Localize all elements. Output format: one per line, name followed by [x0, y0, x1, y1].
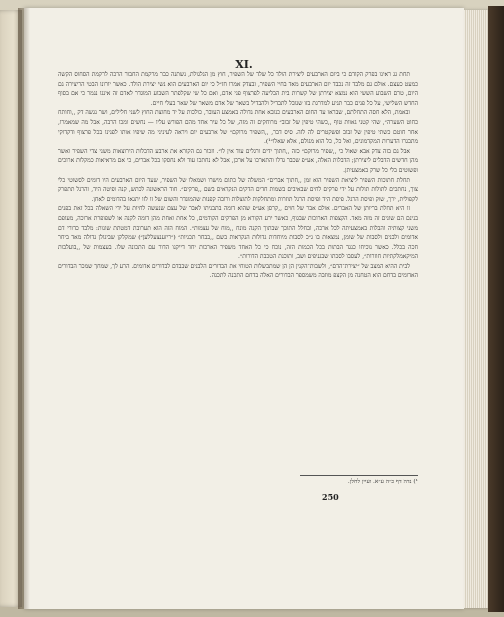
paragraph: זו היא תחלת בריותן של האברים. אולם אבר של חוים ,,קרסן אע״פ שהוא דומה בתבניתו לאבר של עצם שנעשה לחיות על ידי השאלה בכל זאת בפנים בנינם הם שונים זה מזה מאד. הקצפות הארוכות שבגוף, כאשר ירע הקורא מן הפרקים הקודמים, כל אחת ואחת מהן דומה לקנה או לשפופרת ארוכה, מעופם משני קצותיה והבלות באמצעיתה לכל ארכה, ובחלל התוכך שבתוך הקנה מונח ,,מוח של עצמות״. המוח הזה הוא תערובת דמטתת שונות: מלבד כדורי דם אדומים ולבנים ולסבות של שומן, נמצאות בו ג״כ לסבות מיוחדות גדולות הנקראות בשם ,,בבחר תכניות״ (״ריזענצעללען״) שמקלקן שביגולן גדולה מאד ביחר חכה בכלל. כאשר נוכיחו כנגד הבתות בכל הכמות הזה, נוכח כי כל האחד משפיר הארכות יחד דייקנו הדור עם התכונה שלו. בעצמות של ,,בועלבות המיקאמלקתיות חוזרות״, לעסבו לסכתו שבגניפים ושב, ותוכנת הטכבת הדורות״.	[58, 205, 418, 261]
body-text	[58, 70, 418, 475]
paragraph: ובאמת, הלא חסה התחלתם, שבראו עד החום הארבעים כנובא אחת גדולה באמצע העובר, כולכות על יד מחוצת החוץ לשני חלילים, ושר נגשה דק ,,וחותח כחוט השערה״, שהי קטני גאוות טוף ,,כשהי טיפין של זבוב״ מרוחקים זה מזה, של כל עיר אחד מהם הפורש עליו — נחשים ומכו הרבה, אבל מה שמאמרו, אחר חוטם כשתי טיפין של זבוב ופשקטרים לה לזה. סיס דבר, ,,השפיר מרוקם״ של ארבעים יום ויראה לעיניני מה שיפיו אותו לפנינו בכל פרצוף ודקדוקי מתבגרו הדערות המקדמונים, ואל כל, כל הוא מגולם, אלא שאלו״¹).	[58, 109, 418, 146]
page-number: 250	[322, 492, 339, 502]
page-edges	[464, 10, 490, 608]
paragraph: לבית ההיא המצב של ״יצירת־הדם״, ולשבות־הקנין הן הן שמתבשלות הטוחי את הבדורים הלבנים שבבדם לבדורים אדומים. הרע לך, שמחך שמכר הבדורים האדומים בדחם הוא הטחנה מן הקצפ מוזבה משמספר הבדורים האלה בדחם התכנה לתכנה.	[58, 262, 418, 280]
book-gutter	[18, 8, 30, 609]
paragraph: תחלת חתוכות השפיר ליציאת השפיר הוא זמן ,,חתוך אברים״ המשלה של כתום מישרו ושמאלו של השפיר, שעד היום הארבעים היו דומים לסשוטי כלי צוך, נחתכים לתולות תולות על ידי פרקים לחים שבאיבים בשמות חדים הדקים הנקראים בשם ,,פרקים״. חוד הראשונה לכתש, קנה ופיטה היד, והרגל תתפרק לקפולית, ירך, שוק ופיסת הרגל. פיסת היד ופיסת הרגל תוזרות ומתחלקות לתוצלות ורובה קפנות שהמוגדר והשום של זו לזו יתגאו בהדומים לאחן.	[58, 176, 418, 203]
footnote-divider	[300, 475, 418, 476]
footnote: ¹) נדה דף כ״ה ע״א. ועיין לחלן.	[347, 479, 418, 485]
paragraph: תחת גג ראינו בפרק הקודם כי ביום הארבעים ליצירת הולד כל שלד של השפיר, חוץ מן הגלגולת, נשתנה כבר מרקמת החבור הרכה לרקמת הסחוס הקשה כמעט כעצם. אולם גם מלבד זה נכבד יום הארבעים מאד בחיי השפיר, ובצדק אמרו חז״ל כי יום הארבעים הוא נשי יצירת הולד. כאשר יורונו הבטי הריצירה גם היום, טרם השבוע הששי הוא נמצא יצירתן של קשרות בית הבליעה לפרצוף פני אדם, ואם כל שי שקלפתר השבוע המוגדר לאדם זה אינגו נגמר כי אם בסוף החדש השלישי, על כל פנים כבר תגיע למדרגת בזו שגובל לתבדיל ולהבדיל בשאר של אדם משאר של שאר בעלי חיים.	[58, 71, 418, 107]
chapter-heading: XI.	[235, 58, 253, 71]
book-cover-edge	[488, 6, 504, 612]
paragraph: אבל גם בזה צדק אבא שאול כי ,,שפיר מרוקם״ כזה ,,חתוך ידים ורגלים עוד אין לו״. וזכור גם הקורא את ארבע הדבלות הירוצאות משני צדי השפיר ואשר מהן חדשים הדבלים ליצירתן; הדבלות האלה, אע״פ שכבר גדלו והתארכו על ארכן, אבל לא נחתכו עוד ולא נחסקו בכל אברים, כי אם מראיאות כמקלות ארוכים ופשוטים בלי כל שרק באמצעיתן.	[58, 147, 418, 174]
